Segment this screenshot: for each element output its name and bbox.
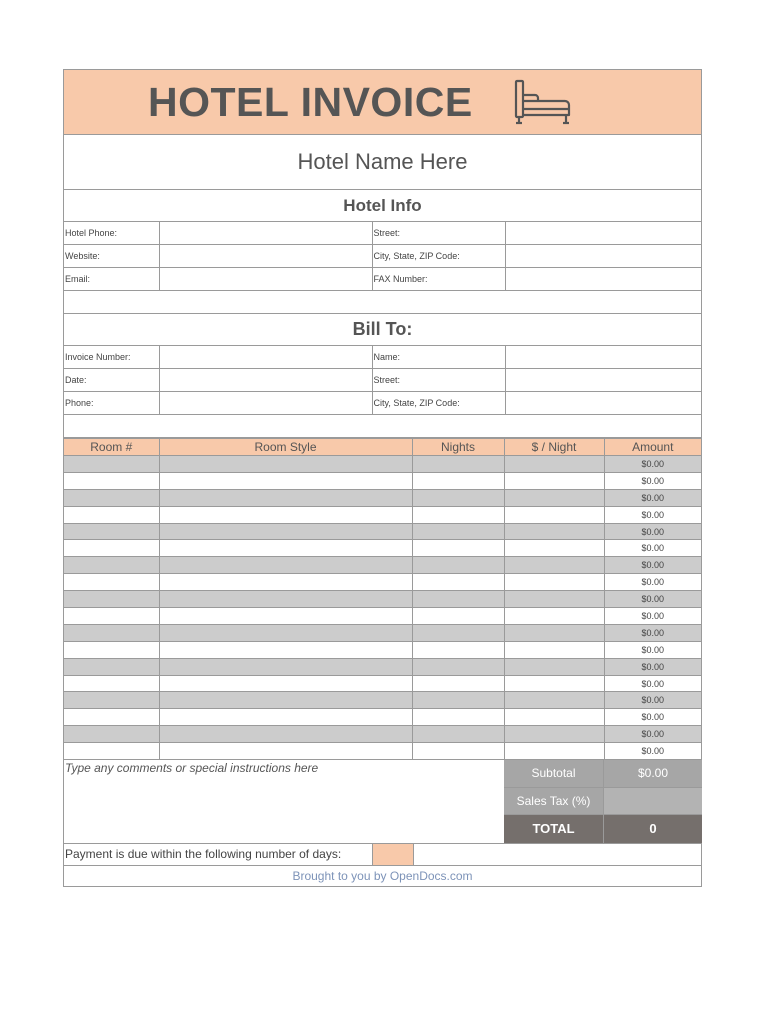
bill-to-label: Phone: <box>64 392 159 415</box>
hotel-info-value-field[interactable] <box>505 268 701 291</box>
table-row <box>64 692 701 709</box>
room-number-cell[interactable] <box>64 641 159 658</box>
hotel-info-label: Street: <box>372 222 505 245</box>
room-style-cell[interactable] <box>159 506 412 523</box>
amount-cell: $0.00 <box>604 743 701 760</box>
nights-cell[interactable] <box>412 489 504 506</box>
bill-to-row <box>64 369 701 392</box>
rate-cell[interactable] <box>504 557 604 574</box>
column-header-room: Room # <box>64 439 159 456</box>
room-style-cell[interactable] <box>159 489 412 506</box>
hotel-info-row <box>64 222 701 245</box>
hotel-info-value-field[interactable] <box>505 222 701 245</box>
room-number-cell[interactable] <box>64 557 159 574</box>
amount-cell: $0.00 <box>604 574 701 591</box>
amount-cell: $0.00 <box>604 726 701 743</box>
subtotal-row <box>504 760 702 788</box>
nights-cell[interactable] <box>412 506 504 523</box>
rate-cell[interactable] <box>504 692 604 709</box>
items-table <box>64 438 701 760</box>
hotel-info-row <box>64 268 701 291</box>
rate-cell[interactable] <box>504 743 604 760</box>
room-number-cell[interactable] <box>64 540 159 557</box>
amount-cell: $0.00 <box>604 641 701 658</box>
bill-to-table <box>64 346 701 415</box>
hotel-info-label: FAX Number: <box>372 268 505 291</box>
nights-cell[interactable] <box>412 472 504 489</box>
room-number-cell[interactable] <box>64 675 159 692</box>
sales-tax-label: Sales Tax (%) <box>504 788 604 815</box>
amount-cell: $0.00 <box>604 591 701 608</box>
table-row <box>64 472 701 489</box>
table-row <box>64 624 701 641</box>
nights-cell[interactable] <box>412 456 504 473</box>
totals-box <box>504 760 702 843</box>
table-row <box>64 557 701 574</box>
rate-cell[interactable] <box>504 675 604 692</box>
nights-cell[interactable] <box>412 692 504 709</box>
room-style-cell[interactable] <box>159 574 412 591</box>
room-number-cell[interactable] <box>64 489 159 506</box>
payment-terms-text: Payment is due within the following number of days: <box>65 847 342 862</box>
subtotal-label: Subtotal <box>504 760 604 787</box>
bill-to-value-field[interactable] <box>159 369 372 392</box>
nights-cell[interactable] <box>412 726 504 743</box>
room-style-cell[interactable] <box>159 743 412 760</box>
rate-cell[interactable] <box>504 456 604 473</box>
rate-cell[interactable] <box>504 506 604 523</box>
amount-cell: $0.00 <box>604 523 701 540</box>
total-value: 0 <box>649 821 657 837</box>
hotel-info-value-field[interactable] <box>159 245 372 268</box>
total-row <box>504 815 702 843</box>
room-style-cell[interactable] <box>159 726 412 743</box>
bill-to-label: City, State, ZIP Code: <box>372 392 505 415</box>
room-number-cell[interactable] <box>64 658 159 675</box>
rate-cell[interactable] <box>504 574 604 591</box>
rate-cell[interactable] <box>504 540 604 557</box>
amount-cell: $0.00 <box>604 658 701 675</box>
footer-credit[interactable]: Brought to you by OpenDocs.com <box>292 869 473 884</box>
bill-to-label: Invoice Number: <box>64 346 159 369</box>
nights-cell[interactable] <box>412 574 504 591</box>
table-row <box>64 506 701 523</box>
amount-cell: $0.00 <box>604 557 701 574</box>
nights-cell[interactable] <box>412 557 504 574</box>
nights-cell[interactable] <box>412 523 504 540</box>
bill-to-label: Street: <box>372 369 505 392</box>
hotel-info-value-field[interactable] <box>159 268 372 291</box>
bill-to-value-field[interactable] <box>159 392 372 415</box>
nights-cell[interactable] <box>412 709 504 726</box>
sales-tax-input[interactable] <box>604 788 702 815</box>
amount-cell: $0.00 <box>604 692 701 709</box>
amount-cell: $0.00 <box>604 624 701 641</box>
room-style-cell[interactable] <box>159 692 412 709</box>
amount-cell: $0.00 <box>604 540 701 557</box>
table-row <box>64 591 701 608</box>
rate-cell[interactable] <box>504 591 604 608</box>
nights-cell[interactable] <box>412 591 504 608</box>
hotel-info-label: City, State, ZIP Code: <box>372 245 505 268</box>
amount-cell: $0.00 <box>604 675 701 692</box>
bill-to-value-field[interactable] <box>159 346 372 369</box>
column-header-rate: $ / Night <box>504 439 604 456</box>
room-style-cell[interactable] <box>159 540 412 557</box>
summary-area <box>64 760 701 844</box>
room-style-cell[interactable] <box>159 523 412 540</box>
room-style-cell[interactable] <box>159 472 412 489</box>
table-row <box>64 523 701 540</box>
hotel-name[interactable]: Hotel Name Here <box>64 135 701 190</box>
table-row <box>64 641 701 658</box>
room-number-cell[interactable] <box>64 591 159 608</box>
payment-terms-row <box>64 844 701 866</box>
rate-cell[interactable] <box>504 489 604 506</box>
nights-cell[interactable] <box>412 743 504 760</box>
column-header-nights: Nights <box>412 439 504 456</box>
nights-cell[interactable] <box>412 540 504 557</box>
amount-cell: $0.00 <box>604 608 701 625</box>
room-style-cell[interactable] <box>159 675 412 692</box>
column-header-amount: Amount <box>604 439 701 456</box>
room-number-cell[interactable] <box>64 726 159 743</box>
nights-cell[interactable] <box>412 624 504 641</box>
room-number-cell[interactable] <box>64 709 159 726</box>
amount-cell: $0.00 <box>604 709 701 726</box>
subtotal-value: $0.00 <box>637 766 669 781</box>
amount-cell: $0.00 <box>604 472 701 489</box>
nights-cell[interactable] <box>412 608 504 625</box>
hotel-info-value-field[interactable] <box>159 222 372 245</box>
rate-cell[interactable] <box>504 709 604 726</box>
room-style-cell[interactable] <box>159 591 412 608</box>
table-row <box>64 658 701 675</box>
room-number-cell[interactable] <box>64 472 159 489</box>
amount-cell: $0.00 <box>604 489 701 506</box>
room-style-cell[interactable] <box>159 641 412 658</box>
nights-cell[interactable] <box>412 641 504 658</box>
bill-to-value-field[interactable] <box>505 369 701 392</box>
room-number-cell[interactable] <box>64 574 159 591</box>
title-bar <box>64 70 701 135</box>
column-header-style: Room Style <box>159 439 412 456</box>
hotel-info-heading: Hotel Info <box>64 190 701 222</box>
rate-cell[interactable] <box>504 641 604 658</box>
bill-to-label: Name: <box>372 346 505 369</box>
nights-cell[interactable] <box>412 675 504 692</box>
bill-to-row <box>64 346 701 369</box>
amount-cell: $0.00 <box>604 506 701 523</box>
nights-cell[interactable] <box>412 658 504 675</box>
hotel-info-label: Email: <box>64 268 159 291</box>
room-number-cell[interactable] <box>64 692 159 709</box>
room-number-cell[interactable] <box>64 523 159 540</box>
rate-cell[interactable] <box>504 608 604 625</box>
table-row <box>64 456 701 473</box>
room-number-cell[interactable] <box>64 624 159 641</box>
bill-to-value-field[interactable] <box>505 392 701 415</box>
bill-to-row <box>64 392 701 415</box>
amount-cell: $0.00 <box>604 456 701 473</box>
room-number-cell[interactable] <box>64 506 159 523</box>
total-label: TOTAL <box>504 815 604 843</box>
rate-cell[interactable] <box>504 624 604 641</box>
room-style-cell[interactable] <box>159 456 412 473</box>
rate-cell[interactable] <box>504 523 604 540</box>
table-row <box>64 743 701 760</box>
invoice-sheet <box>63 69 702 887</box>
room-style-cell[interactable] <box>159 658 412 675</box>
hotel-info-label: Hotel Phone: <box>64 222 159 245</box>
sales-tax-row <box>504 788 702 816</box>
bed-icon <box>512 77 572 127</box>
room-number-cell[interactable] <box>64 608 159 625</box>
table-row <box>64 726 701 743</box>
hotel-info-label: Website: <box>64 245 159 268</box>
hotel-info-table <box>64 222 701 291</box>
rate-cell[interactable] <box>504 726 604 743</box>
rate-cell[interactable] <box>504 472 604 489</box>
rate-cell[interactable] <box>504 658 604 675</box>
table-row <box>64 540 701 557</box>
room-style-cell[interactable] <box>159 608 412 625</box>
room-number-cell[interactable] <box>64 743 159 760</box>
table-row <box>64 574 701 591</box>
bill-to-heading: Bill To: <box>64 314 701 346</box>
invoice-title: HOTEL INVOICE <box>148 79 473 125</box>
room-style-cell[interactable] <box>159 624 412 641</box>
table-row <box>64 709 701 726</box>
bill-to-value-field[interactable] <box>505 346 701 369</box>
hotel-info-value-field[interactable] <box>505 245 701 268</box>
table-row <box>64 608 701 625</box>
table-row <box>64 489 701 506</box>
hotel-info-row <box>64 245 701 268</box>
room-number-cell[interactable] <box>64 456 159 473</box>
table-row <box>64 675 701 692</box>
spacer-row <box>64 415 701 438</box>
bill-to-label: Date: <box>64 369 159 392</box>
room-style-cell[interactable] <box>159 557 412 574</box>
spacer-row <box>64 291 701 314</box>
room-style-cell[interactable] <box>159 709 412 726</box>
payment-days-input[interactable] <box>372 844 414 865</box>
comments-field[interactable]: Type any comments or special instructions here <box>65 761 319 776</box>
